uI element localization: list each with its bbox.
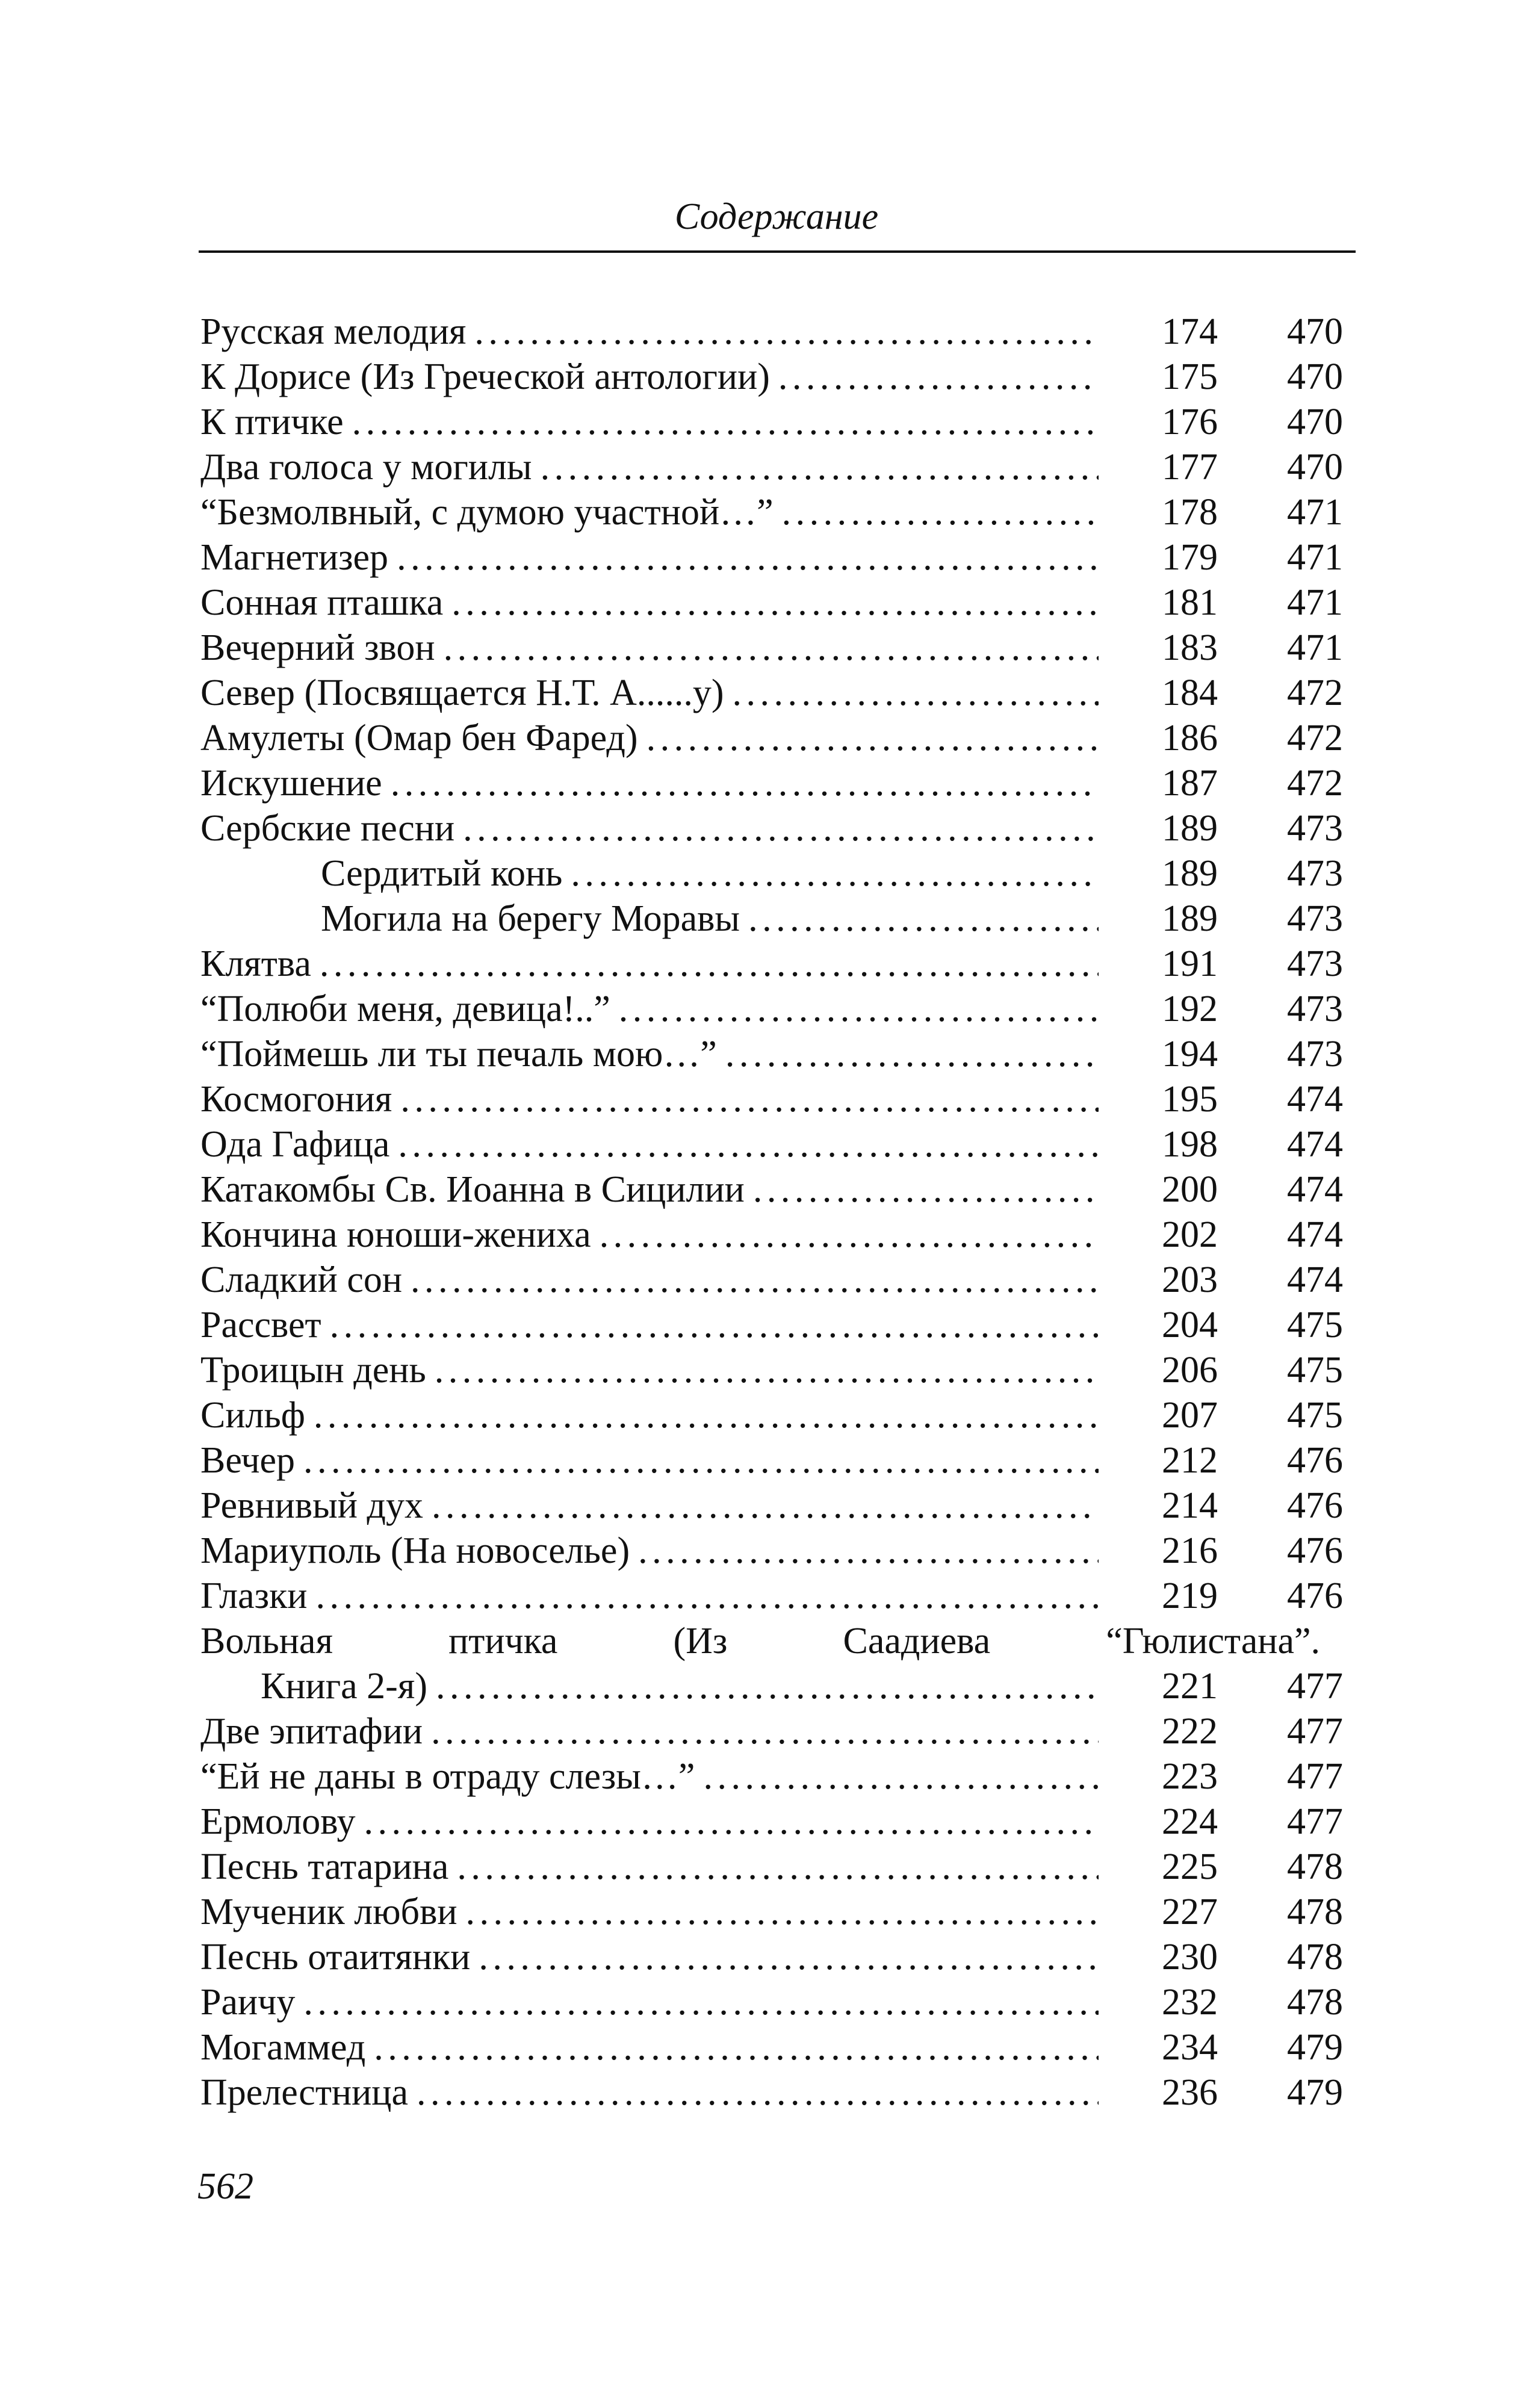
entry-note-page: 478 — [1287, 1846, 1343, 1887]
entry-title-word: Вольная — [200, 1621, 333, 1662]
entry-page: 198 — [1162, 1124, 1218, 1165]
entry-page: 174 — [1162, 311, 1218, 352]
entry-page: 200 — [1162, 1169, 1218, 1210]
dot-leader — [541, 445, 1099, 490]
entry-note-page: 477 — [1287, 1666, 1343, 1707]
toc-entry — [200, 2025, 1356, 2070]
toc-entry — [200, 490, 1356, 535]
entry-title: Искушение — [200, 763, 382, 804]
entry-title: Ода Гафица — [200, 1124, 390, 1165]
entry-page: 216 — [1162, 1530, 1218, 1571]
entry-note-page: 472 — [1287, 718, 1343, 759]
entry-title: Троицын день — [200, 1350, 426, 1391]
entry-title: “Ей не даны в отраду слезы…” — [200, 1756, 695, 1797]
toc-entry — [200, 1709, 1356, 1754]
entry-note-page: 473 — [1287, 853, 1343, 894]
toc-entry — [200, 942, 1356, 987]
entry-title: Кончина юноши-жениха — [200, 1214, 591, 1255]
entry-page: 183 — [1162, 627, 1218, 668]
entry-title: Клятва — [200, 943, 311, 984]
entry-title: Магнетизер — [200, 537, 389, 578]
entry-title-word: птичка — [448, 1621, 558, 1662]
entry-title: “Безмолвный, с думою участной…” — [200, 492, 774, 533]
toc-entry — [200, 355, 1356, 400]
entry-note-page: 474 — [1287, 1259, 1343, 1300]
toc-entry — [200, 309, 1356, 355]
toc-entry — [200, 987, 1356, 1032]
entry-page: 203 — [1162, 1259, 1218, 1300]
entry-title: Сонная пташка — [200, 582, 444, 623]
toc-entry — [200, 1574, 1356, 1619]
entry-note-page: 478 — [1287, 1937, 1343, 1978]
toc-entry — [200, 2070, 1356, 2115]
toc-entry — [200, 671, 1356, 716]
toc-entry — [200, 1799, 1356, 1845]
toc-entry — [200, 1212, 1356, 1258]
entry-page: 230 — [1162, 1937, 1218, 1978]
toc-entry — [200, 1935, 1356, 1980]
entry-title: Русская мелодия — [200, 311, 467, 352]
entry-title: Два голоса у могилы — [200, 447, 532, 488]
entry-title: “Поймешь ли ты печаль мою…” — [200, 1034, 717, 1075]
toc-entry — [200, 1032, 1356, 1077]
entry-page: 227 — [1162, 1891, 1218, 1932]
entry-page: 206 — [1162, 1350, 1218, 1391]
entry-title-line — [200, 1619, 1320, 1664]
entry-page: 207 — [1162, 1395, 1218, 1436]
entry-title: Две эпитафии — [200, 1711, 423, 1752]
dot-leader — [431, 1709, 1099, 1754]
toc-entry-continuation — [200, 1664, 1356, 1709]
dot-leader — [432, 1483, 1099, 1528]
entry-note-page: 478 — [1287, 1891, 1343, 1932]
entry-note-page: 470 — [1287, 311, 1343, 352]
entry-title: Амулеты (Омар бен Фаред) — [200, 718, 638, 759]
dot-leader — [352, 400, 1099, 445]
entry-note-page: 476 — [1287, 1530, 1343, 1571]
entry-note-page: 477 — [1287, 1801, 1343, 1842]
entry-page: 202 — [1162, 1214, 1218, 1255]
entry-title: Вечерний звон — [200, 627, 435, 668]
toc-entry — [200, 1980, 1356, 2025]
entry-note-page: 475 — [1287, 1350, 1343, 1391]
entry-page: 177 — [1162, 447, 1218, 488]
entry-title: Катакомбы Св. Иоанна в Сицилии — [200, 1169, 745, 1210]
toc-entry — [200, 400, 1356, 445]
entry-page: 195 — [1162, 1079, 1218, 1120]
dot-leader — [451, 580, 1099, 625]
dot-leader — [733, 671, 1099, 716]
entry-page: 192 — [1162, 988, 1218, 1029]
entry-page: 204 — [1162, 1305, 1218, 1345]
dot-leader — [397, 535, 1099, 580]
dot-leader — [400, 1077, 1099, 1122]
dot-leader — [303, 1438, 1099, 1483]
entry-title: Могила на берегу Моравы — [321, 898, 740, 939]
dot-leader — [330, 1303, 1099, 1348]
dot-leader — [374, 2025, 1099, 2070]
dot-leader — [391, 761, 1099, 806]
dot-leader — [638, 1528, 1099, 1574]
entry-title: Космогония — [200, 1079, 392, 1120]
toc-entry — [200, 1258, 1356, 1303]
toc-entry — [200, 1122, 1356, 1167]
entry-note-page: 473 — [1287, 808, 1343, 849]
entry-note-page: 474 — [1287, 1079, 1343, 1120]
entry-page: 232 — [1162, 1982, 1218, 2023]
running-head: Содержание — [674, 196, 879, 237]
dot-leader — [703, 1754, 1099, 1799]
entry-note-page: 470 — [1287, 402, 1343, 442]
entry-title: Сильф — [200, 1395, 305, 1436]
dot-leader — [479, 1935, 1099, 1980]
entry-page: 194 — [1162, 1034, 1218, 1075]
entry-note-page: 477 — [1287, 1711, 1343, 1752]
dot-leader — [411, 1258, 1099, 1303]
toc-entry — [200, 806, 1356, 851]
page-number: 562 — [197, 2166, 253, 2207]
entry-page: 189 — [1162, 853, 1218, 894]
entry-page: 181 — [1162, 582, 1218, 623]
dot-leader — [600, 1212, 1099, 1258]
entry-note-page: 471 — [1287, 582, 1343, 623]
entry-title: Глазки — [200, 1575, 308, 1616]
entry-title: Мученик любви — [200, 1891, 457, 1932]
entry-page: 175 — [1162, 356, 1218, 397]
dot-leader — [435, 1348, 1099, 1393]
toc-entry — [200, 1438, 1356, 1483]
toc-entry — [200, 1754, 1356, 1799]
entry-page: 178 — [1162, 492, 1218, 533]
entry-title: Вечер — [200, 1440, 296, 1481]
toc-entry — [200, 1167, 1356, 1212]
toc-entry — [200, 1077, 1356, 1122]
dot-leader — [444, 625, 1099, 671]
entry-page: 179 — [1162, 537, 1218, 578]
entry-note-page: 476 — [1287, 1485, 1343, 1526]
dot-leader — [474, 309, 1099, 355]
toc-entry-first-line — [200, 1619, 1356, 1664]
entry-page: 189 — [1162, 808, 1218, 849]
entry-page: 221 — [1162, 1666, 1218, 1707]
toc-entry — [200, 445, 1356, 490]
entry-title: “Полюби меня, девица!..” — [200, 988, 610, 1029]
entry-page: 176 — [1162, 402, 1218, 442]
toc-entry — [200, 625, 1356, 671]
dot-leader — [463, 806, 1099, 851]
toc-entry — [200, 580, 1356, 625]
entry-title-word: Саадиева — [843, 1621, 991, 1662]
dot-leader — [753, 1167, 1099, 1212]
toc-entry — [200, 1845, 1356, 1890]
dot-leader — [315, 1574, 1099, 1619]
table-of-contents — [200, 309, 1356, 2115]
entry-note-page: 470 — [1287, 356, 1343, 397]
entry-page: 223 — [1162, 1756, 1218, 1797]
dot-leader — [320, 942, 1099, 987]
entry-page: 186 — [1162, 718, 1218, 759]
entry-title: Книга 2-я) — [261, 1666, 427, 1707]
dot-leader — [782, 490, 1099, 535]
entry-page: 224 — [1162, 1801, 1218, 1842]
entry-note-page: 472 — [1287, 672, 1343, 713]
dot-leader — [398, 1122, 1099, 1167]
dot-leader — [619, 987, 1099, 1032]
dot-leader — [647, 716, 1099, 761]
entry-title: Прелестница — [200, 2072, 408, 2113]
entry-page: 225 — [1162, 1846, 1218, 1887]
toc-entry — [200, 1348, 1356, 1393]
entry-page: 191 — [1162, 943, 1218, 984]
entry-title: К Дорисе (Из Греческой антологии) — [200, 356, 770, 397]
entry-note-page: 473 — [1287, 988, 1343, 1029]
entry-title: Ревнивый дух — [200, 1485, 423, 1526]
entry-note-page: 474 — [1287, 1169, 1343, 1210]
toc-entry — [200, 716, 1356, 761]
toc-entry — [200, 535, 1356, 580]
dot-leader — [314, 1393, 1099, 1438]
entry-title: Север (Посвящается Н.Т. А......у) — [200, 672, 724, 713]
entry-title: Сербские песни — [200, 808, 455, 849]
entry-title: Песнь татарина — [200, 1846, 449, 1887]
dot-leader — [466, 1890, 1099, 1935]
entry-title: Раичу — [200, 1982, 296, 2023]
entry-page: 212 — [1162, 1440, 1218, 1481]
dot-leader — [571, 851, 1099, 896]
dot-leader — [303, 1980, 1099, 2025]
toc-entry — [200, 1393, 1356, 1438]
entry-note-page: 475 — [1287, 1395, 1343, 1436]
dot-leader — [457, 1845, 1099, 1890]
entry-page: 222 — [1162, 1711, 1218, 1752]
entry-note-page: 473 — [1287, 1034, 1343, 1075]
entry-title-word: “Гюлистана”. — [1106, 1621, 1320, 1662]
entry-note-page: 474 — [1287, 1214, 1343, 1255]
entry-note-page: 478 — [1287, 1982, 1343, 2023]
dot-leader — [748, 896, 1099, 942]
entry-page: 187 — [1162, 763, 1218, 804]
entry-page: 189 — [1162, 898, 1218, 939]
dot-leader — [778, 355, 1099, 400]
entry-note-page: 471 — [1287, 537, 1343, 578]
toc-entry — [200, 1303, 1356, 1348]
entry-note-page: 471 — [1287, 492, 1343, 533]
dot-leader — [417, 2070, 1099, 2115]
toc-entry — [200, 1483, 1356, 1528]
entry-page: 236 — [1162, 2072, 1218, 2113]
toc-entry — [200, 1890, 1356, 1935]
entry-note-page: 477 — [1287, 1756, 1343, 1797]
dot-leader — [364, 1799, 1099, 1845]
entry-note-page: 479 — [1287, 2072, 1343, 2113]
entry-title: Песнь отаитянки — [200, 1937, 471, 1978]
entry-note-page: 472 — [1287, 763, 1343, 804]
entry-note-page: 479 — [1287, 2027, 1343, 2068]
entry-title: Рассвет — [200, 1305, 321, 1345]
entry-title: Сладкий сон — [200, 1259, 403, 1300]
entry-title: К птичке — [200, 402, 344, 442]
entry-note-page: 476 — [1287, 1440, 1343, 1481]
dot-leader — [436, 1664, 1099, 1709]
entry-title: Могаммед — [200, 2027, 366, 2068]
entry-title: Мариуполь (На новоселье) — [200, 1530, 630, 1571]
entry-page: 234 — [1162, 2027, 1218, 2068]
entry-page: 219 — [1162, 1575, 1218, 1616]
entry-note-page: 471 — [1287, 627, 1343, 668]
entry-note-page: 476 — [1287, 1575, 1343, 1616]
entry-note-page: 473 — [1287, 943, 1343, 984]
entry-title: Сердитый конь — [321, 853, 563, 894]
entry-note-page: 470 — [1287, 447, 1343, 488]
header-rule — [199, 250, 1356, 253]
entry-note-page: 475 — [1287, 1305, 1343, 1345]
entry-title-word: (Из — [673, 1621, 728, 1662]
entry-title: Ермолову — [200, 1801, 356, 1842]
dot-leader — [725, 1032, 1099, 1077]
toc-subentry — [200, 851, 1356, 896]
entry-note-page: 473 — [1287, 898, 1343, 939]
entry-page: 184 — [1162, 672, 1218, 713]
toc-subentry — [200, 896, 1356, 942]
toc-entry — [200, 761, 1356, 806]
entry-page: 214 — [1162, 1485, 1218, 1526]
toc-entry — [200, 1528, 1356, 1574]
entry-note-page: 474 — [1287, 1124, 1343, 1165]
